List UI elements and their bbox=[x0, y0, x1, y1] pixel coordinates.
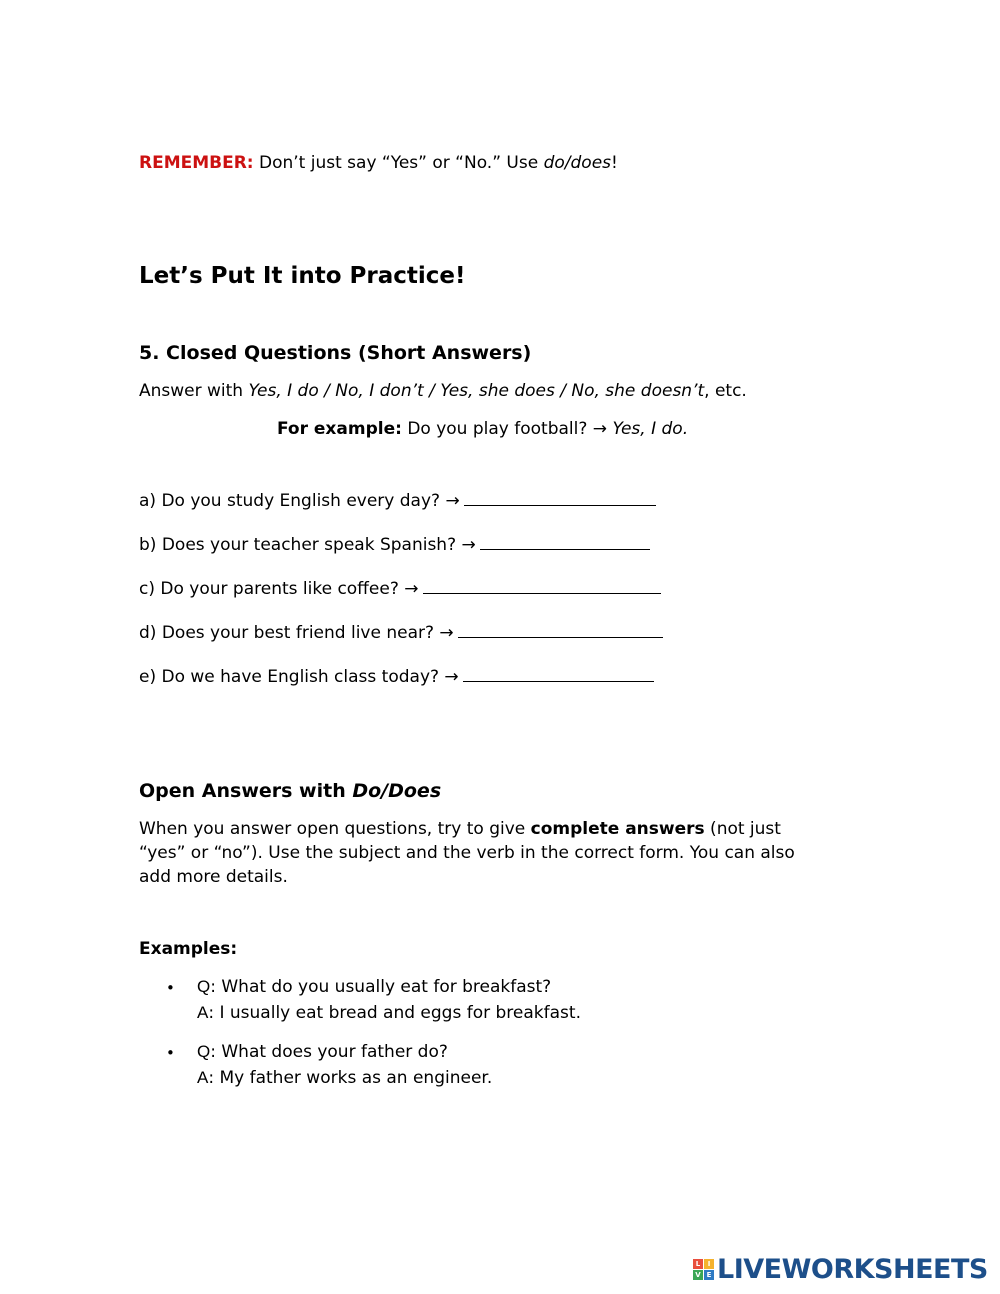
examples-label: Examples: bbox=[139, 939, 238, 959]
answer-blank[interactable] bbox=[463, 680, 654, 682]
instruction-italic: Yes, I do / No, I don’t / Yes, she does / No, she doesn’t bbox=[248, 381, 705, 401]
answer-blank[interactable] bbox=[458, 636, 663, 638]
answer-blank[interactable] bbox=[464, 504, 656, 506]
logo-mark-v: V bbox=[693, 1270, 703, 1280]
example-1-answer bbox=[197, 1003, 581, 1023]
section5-instruction bbox=[139, 381, 747, 401]
logo-mark-l: L bbox=[693, 1259, 703, 1269]
logo-mark-e: E bbox=[704, 1270, 714, 1280]
question-a bbox=[139, 491, 656, 511]
example-label: For example: bbox=[277, 419, 402, 439]
question-text: c) Do your parents like coffee? → bbox=[139, 579, 419, 599]
example-2-question bbox=[197, 1042, 448, 1062]
example-1-question bbox=[197, 977, 551, 997]
instruction-suffix: , etc. bbox=[704, 381, 747, 401]
a-label: A bbox=[197, 1068, 209, 1087]
heading-prefix: Open Answers with bbox=[139, 780, 353, 802]
liveworksheets-logo[interactable] bbox=[693, 1252, 988, 1286]
a-label: A bbox=[197, 1003, 209, 1022]
question-text: b) Does your teacher speak Spanish? → bbox=[139, 535, 476, 555]
question-b bbox=[139, 535, 650, 555]
practice-title: Let’s Put It into Practice! bbox=[139, 263, 466, 289]
logo-mark-icon bbox=[693, 1259, 714, 1280]
para-prefix: When you answer open questions, try to give bbox=[139, 819, 531, 839]
remember-text: Don’t just say “Yes” or “No.” Use bbox=[253, 153, 544, 173]
logo-text: LIVEWORKSHEETS bbox=[717, 1253, 988, 1285]
question-text: d) Does your best friend live near? → bbox=[139, 623, 454, 643]
open-answers-heading bbox=[139, 780, 441, 802]
remember-end: ! bbox=[611, 153, 618, 173]
question-e bbox=[139, 667, 654, 687]
example-answer: Yes, I do. bbox=[612, 419, 689, 439]
bullet-icon: • bbox=[166, 979, 175, 997]
answer-blank[interactable] bbox=[423, 592, 661, 594]
q-label: Q bbox=[197, 1042, 211, 1061]
open-answers-para-line2: “yes” or “no”). Use the subject and the verb in the correct form. You can also bbox=[139, 843, 795, 863]
section5-heading: 5. Closed Questions (Short Answers) bbox=[139, 342, 532, 364]
question-d bbox=[139, 623, 663, 643]
section5-example bbox=[277, 419, 688, 439]
instruction-prefix: Answer with bbox=[139, 381, 249, 401]
a-text: : My father works as an engineer. bbox=[208, 1068, 493, 1088]
example-2-answer bbox=[197, 1068, 492, 1088]
remember-line bbox=[139, 153, 618, 173]
question-text: e) Do we have English class today? → bbox=[139, 667, 459, 687]
para-bold: complete answers bbox=[530, 819, 705, 839]
remember-italic: do/does bbox=[543, 153, 612, 173]
q-text: : What do you usually eat for breakfast? bbox=[210, 977, 552, 997]
open-answers-para-line3: add more details. bbox=[139, 867, 288, 887]
question-c bbox=[139, 579, 661, 599]
open-answers-para-line1 bbox=[139, 819, 781, 839]
example-question: Do you play football? → bbox=[401, 419, 613, 439]
q-text: : What does your father do? bbox=[210, 1042, 448, 1062]
heading-italic: Do/Does bbox=[352, 780, 442, 802]
q-label: Q bbox=[197, 977, 211, 996]
logo-mark-i: I bbox=[704, 1259, 714, 1269]
bullet-icon: • bbox=[166, 1044, 175, 1062]
a-text: : I usually eat bread and eggs for breakfast. bbox=[208, 1003, 581, 1023]
para-line1-end: (not just bbox=[704, 819, 781, 839]
remember-label: REMEMBER: bbox=[139, 153, 254, 173]
answer-blank[interactable] bbox=[480, 548, 650, 550]
question-text: a) Do you study English every day? → bbox=[139, 491, 460, 511]
